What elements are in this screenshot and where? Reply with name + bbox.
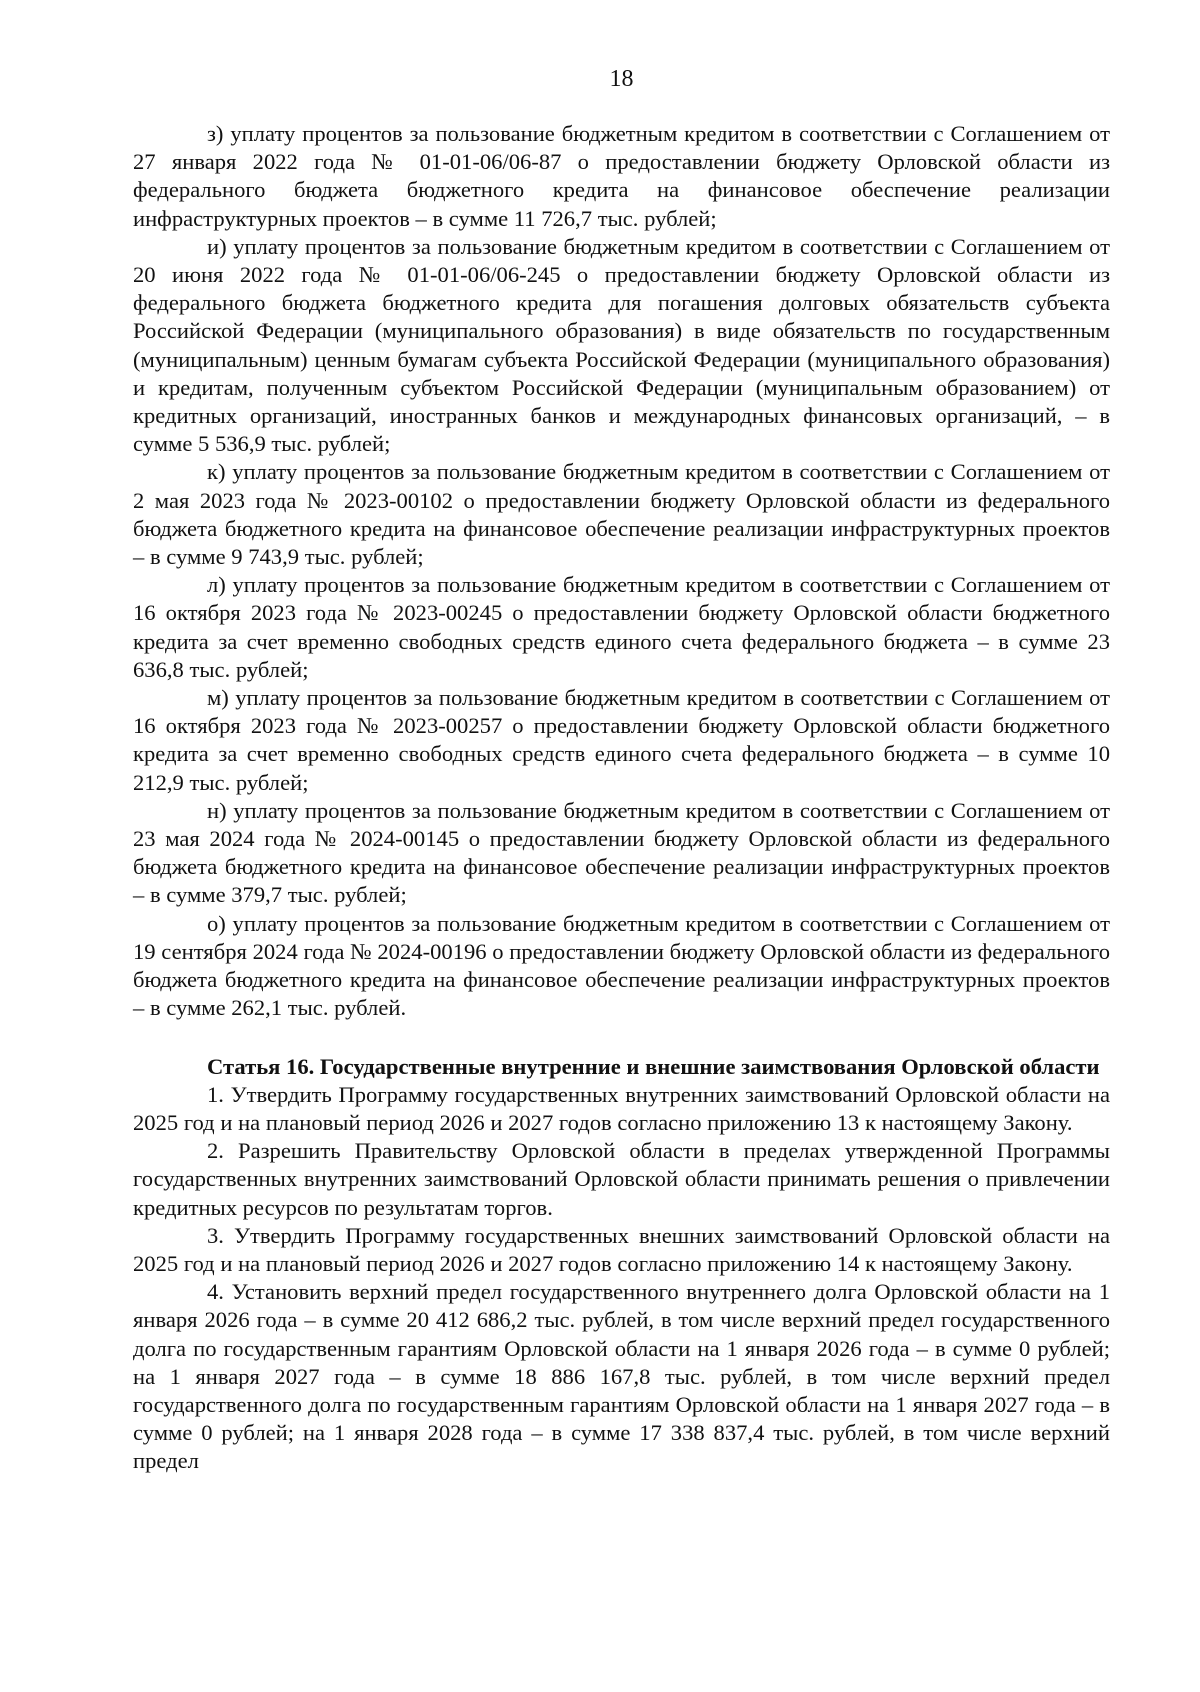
article-paragraph-1: 1. Утвердить Программу государственных внутренних заимствований Орловской области на 2025 год и на плановый период 2026 и 2027 годов согласно приложению 13 к настоящему Закону. — [133, 1081, 1110, 1135]
paragraph-n: н) уплату процентов за пользование бюджетным кредитом в соответствии с Соглашением от 23 мая 2024 года № 2024-00145 о предоставлении бюджету Орловской области из федерального бюджета бюджетного кредита на финансовое обеспечение реализации инфраструктурных проектов – в сумме 379,7 тыс. рублей; — [133, 797, 1110, 908]
paragraph-l: л) уплату процентов за пользование бюджетным кредитом в соответствии с Соглашением от 16 октября 2023 года № 2023-00245 о предоставлении бюджету Орловской области бюджетного кредита за счет временно свободных средств единого счета федерального бюджета – в сумме 23 636,8 тыс. рублей; — [133, 572, 1110, 682]
article-paragraph-2: 2. Разрешить Правительству Орловской области в пределах утвержденной Программы государственных внутренних заимствований Орловской области принимать решения о привлечении кредитных ресурсов по результатам торгов. — [133, 1138, 1110, 1220]
page-number: 18 — [609, 66, 634, 92]
paragraph-k: к) уплату процентов за пользование бюджетным кредитом в соответствии с Соглашением от 2 мая 2023 года № 2023-00102 о предоставлении бюджету Орловской области из федерального бюджета бюджетного кредита на финансовое обеспечение реализации инфраструктурных проектов – в сумме 9 743,9 тыс. рублей; — [133, 459, 1110, 570]
paragraph-i: и) уплату процентов за пользование бюджетным кредитом в соответствии с Соглашением от 20 июня 2022 года № 01-01-06/06-245 о предоставлении бюджету Орловской области из федерального бюджета бюджетного кредита для погашения долговых обязательств субъекта Российской Федерации (муниципального образования) в виде обязательств по государственным (муниципальным) ценным бумагам субъекта Российской Федерации (муниципального образования) и кредитам, полученным субъектом Российской Федерации (муниципальным образованием) от кредитных организаций, иностранных банков и международных финансовых организаций, – в сумме 5 536,9 тыс. рублей; — [133, 233, 1110, 457]
article-paragraph-3: 3. Утвердить Программу государственных внешних заимствований Орловской области на 2025 год и на плановый период 2026 и 2027 годов согласно приложению 14 к настоящему Закону. — [133, 1222, 1110, 1276]
paragraph-z: з) уплату процентов за пользование бюджетным кредитом в соответствии с Соглашением от 27 января 2022 года № 01-01-06/06-87 о предоставлении бюджету Орловской области из федерального бюджета бюджетного кредита на финансовое обеспечение реализации инфраструктурных проектов – в сумме 11 726,7 тыс. рублей; — [133, 121, 1110, 231]
paragraph-m: м) уплату процентов за пользование бюджетным кредитом в соответствии с Соглашением от 16 октября 2023 года № 2023-00257 о предоставлении бюджету Орловской области бюджетного кредита за счет временно свободных средств единого счета федерального бюджета – в сумме 10 212,9 тыс. рублей; — [133, 685, 1110, 795]
article-heading: Статья 16. Государственные внутренние и внешние заимствования Орловской области — [207, 1053, 1100, 1079]
paragraph-o: о) уплату процентов за пользование бюджетным кредитом в соответствии с Соглашением от 19 сентября 2024 года № 2024-00196 о предоставлении бюджету Орловской области из федерального бюджета бюджетного кредита на финансовое обеспечение реализации инфраструктурных проектов – в сумме 262,1 тыс. рублей. — [133, 910, 1110, 1021]
article-paragraph-4: 4. Установить верхний предел государственного внутреннего долга Орловской области на 1 января 2026 года – в сумме 20 412 686,2 тыс. рублей, в том числе верхний предел государственного долга по государственным гарантиям Орловской области на 1 января 2026 года – в сумме 0 рублей; на 1 января 2027 года – в сумме 18 886 167,8 тыс. рублей, в том числе верхний предел государственного долга по государственным гарантиям Орловской области на 1 января 2027 года – в сумме 0 рублей; на 1 января 2028 года – в сумме 17 338 837,4 тыс. рублей, в том числе верхний предел — [133, 1279, 1110, 1474]
